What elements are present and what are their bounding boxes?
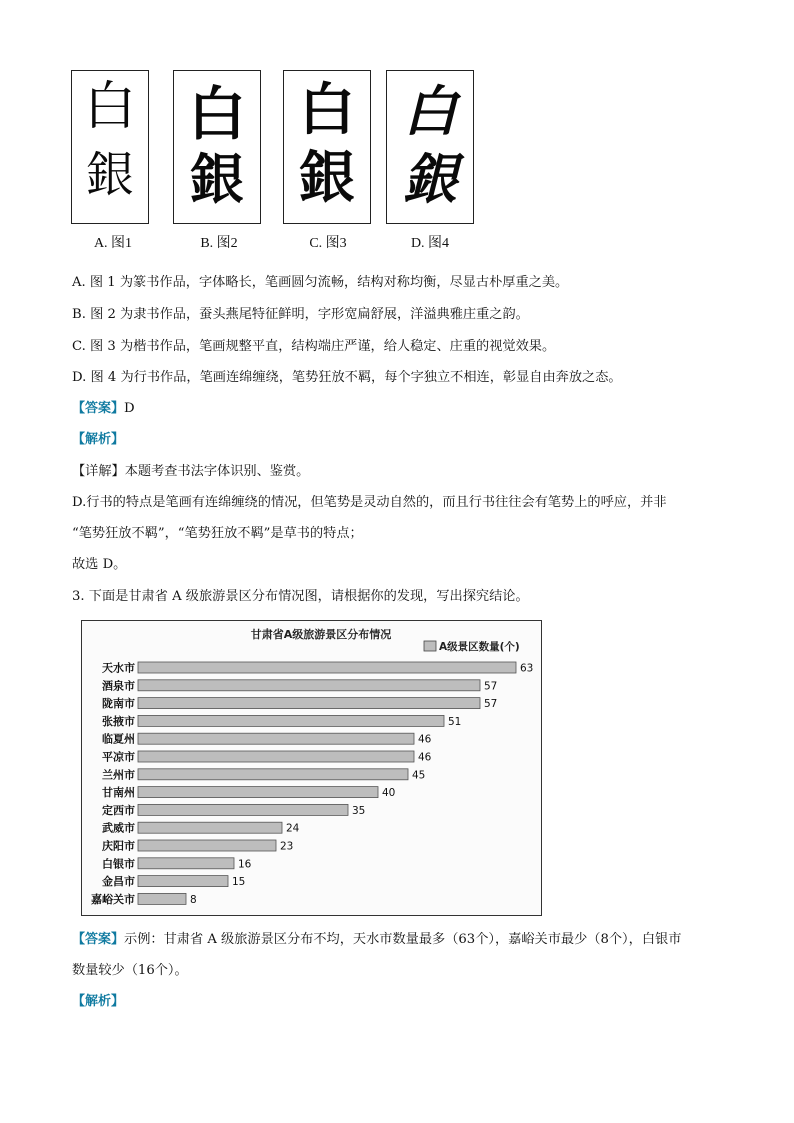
bar xyxy=(138,893,186,904)
category-label: 金昌市 xyxy=(102,875,135,889)
bar xyxy=(138,840,276,851)
caption-figure-2: B. 图2 xyxy=(200,236,238,251)
legend-swatch xyxy=(424,641,436,651)
calligraphy-char-bai: 白 xyxy=(187,80,246,148)
bar xyxy=(138,804,348,815)
calligraphy-char-bai: 白 xyxy=(403,80,457,143)
value-label: 46 xyxy=(418,733,432,746)
value-label: 8 xyxy=(190,893,197,906)
caption-figure-4: D. 图4 xyxy=(410,236,450,251)
answer-value: D xyxy=(124,401,135,416)
q2-answer xyxy=(72,399,135,419)
option-c: C. 图 3 为楷书作品，笔画规整平直，结构端庄严谨，给人稳定、庄重的视觉效果。 xyxy=(72,339,556,354)
value-label: 16 xyxy=(238,858,252,871)
option-b: B. 图 2 为隶书作品，蚕头燕尾特征鲜明，字形宽扁舒展，洋溢典雅庄重之韵。 xyxy=(72,307,529,322)
caption-figure-3: C. 图3 xyxy=(309,236,347,251)
value-label: 45 xyxy=(412,769,426,782)
category-label: 白银市 xyxy=(102,857,135,871)
category-label: 甘南州 xyxy=(102,786,135,800)
calligraphy-figure-4 xyxy=(386,70,474,224)
analysis-tag: 【解析】 xyxy=(72,432,125,447)
bar xyxy=(138,715,444,726)
q3-question: 3. 下面是甘肃省 A 级旅游景区分布情况图，请根据你的发现，写出探究结论。 xyxy=(72,589,529,604)
calligraphy-char-yin: 銀 xyxy=(299,146,355,211)
bar-chart xyxy=(81,620,542,916)
q2-detail-line2: “笔势狂放不羁”，“笔势狂放不羁”是草书的特点； xyxy=(72,526,363,541)
value-label: 63 xyxy=(520,662,534,675)
answer-tag: 【答案】 xyxy=(72,401,125,416)
q3-answer xyxy=(72,930,681,950)
category-label: 陇南市 xyxy=(102,697,135,711)
category-label: 嘉峪关市 xyxy=(91,892,135,906)
category-label: 临夏州 xyxy=(102,732,135,746)
chart-title: 甘肃省A级旅游景区分布情况 xyxy=(250,628,392,641)
bar xyxy=(138,876,228,887)
q3-analysis-heading xyxy=(72,992,124,1012)
detail-tag: 【详解】 xyxy=(72,464,125,479)
bar xyxy=(138,662,516,673)
category-label: 庆阳市 xyxy=(102,839,135,853)
answer-tag: 【答案】 xyxy=(72,932,125,947)
category-label: 定西市 xyxy=(102,803,135,817)
category-label: 兰州市 xyxy=(102,768,135,782)
q3-answer-line2: 数量较少（16个）。 xyxy=(72,963,188,978)
q2-analysis-heading xyxy=(72,430,124,450)
legend-label: A级景区数量(个) xyxy=(439,641,520,653)
value-label: 40 xyxy=(382,787,396,800)
category-label: 武威市 xyxy=(102,821,135,835)
value-label: 51 xyxy=(448,715,462,728)
category-label: 酒泉市 xyxy=(102,679,135,693)
option-d: D. 图 4 为行书作品，笔画连绵缠绕，笔势狂放不羁，每个字独立不相连，彰显自由奔放之态。 xyxy=(72,370,622,385)
bar-chart-svg xyxy=(82,621,543,917)
bar xyxy=(138,787,378,798)
caption-figure-1: A. 图1 xyxy=(93,236,133,251)
calligraphy-char-bai: 白 xyxy=(83,77,136,137)
value-label: 24 xyxy=(286,822,300,835)
calligraphy-char-yin: 銀 xyxy=(85,147,134,203)
bar xyxy=(138,769,408,780)
analysis-tag: 【解析】 xyxy=(72,994,125,1009)
calligraphy-char-yin: 銀 xyxy=(190,148,244,211)
calligraphy-figure-1 xyxy=(71,70,149,224)
option-a: A. 图 1 为篆书作品，字体略长，笔画圆匀流畅，结构对称均衡，尽显古朴厚重之美。 xyxy=(72,275,569,290)
bar xyxy=(138,858,234,869)
value-label: 46 xyxy=(418,751,432,764)
q2-detail-line1: D.行书的特点是笔画有连绵缠绕的情况，但笔势是灵动自然的，而且行书往往会有笔势上的呼应，并非 xyxy=(72,495,667,510)
answer-text: 示例：甘肃省 A 级旅游景区分布不均，天水市数量最多（63个），嘉峪关市最少（8个），白银市 xyxy=(124,932,682,947)
category-label: 天水市 xyxy=(102,661,135,675)
calligraphy-char-bai: 白 xyxy=(299,78,355,143)
q2-detail-line3: 故选 D。 xyxy=(72,557,127,572)
detail-text: 本题考查书法字体识别、鉴赏。 xyxy=(124,464,310,479)
category-label: 张掖市 xyxy=(102,714,135,728)
value-label: 57 xyxy=(484,698,498,711)
value-label: 57 xyxy=(484,680,498,693)
bar xyxy=(138,680,480,691)
category-label: 平凉市 xyxy=(102,750,135,764)
calligraphy-char-yin: 銀 xyxy=(403,148,457,211)
q2-detail xyxy=(72,462,309,482)
bar xyxy=(138,698,480,709)
bar xyxy=(138,733,414,744)
value-label: 15 xyxy=(232,876,246,889)
calligraphy-figure-2 xyxy=(173,70,261,224)
bar xyxy=(138,751,414,762)
value-label: 35 xyxy=(352,804,366,817)
calligraphy-figure-3 xyxy=(283,70,371,224)
value-label: 23 xyxy=(280,840,294,853)
bar xyxy=(138,822,282,833)
